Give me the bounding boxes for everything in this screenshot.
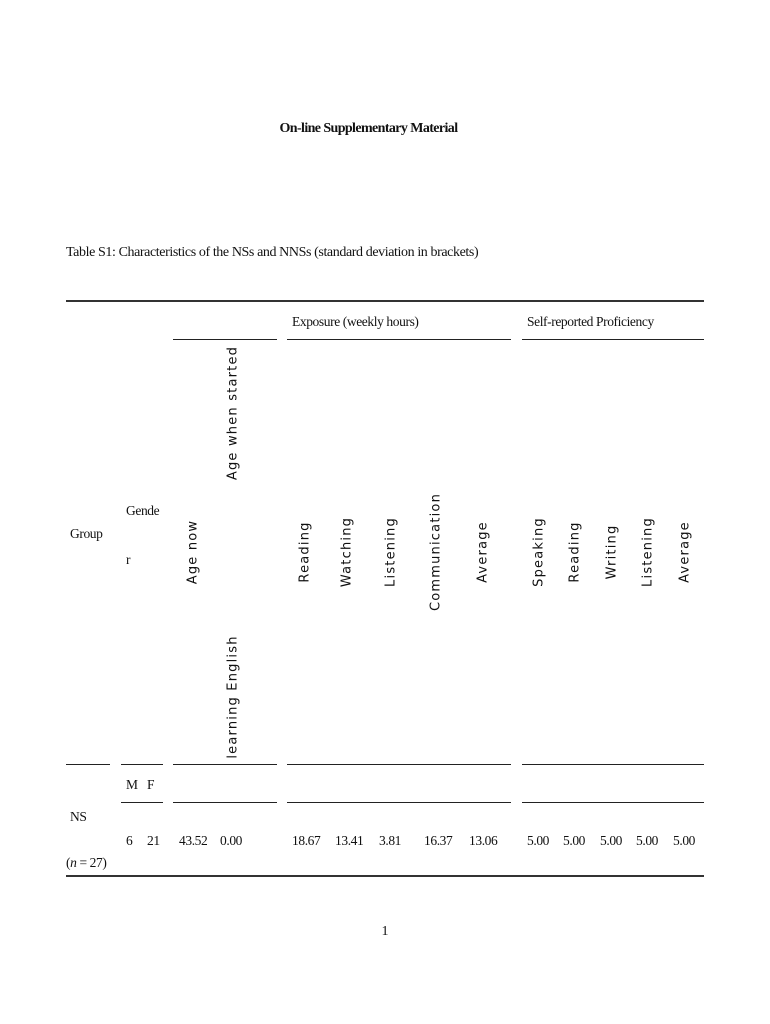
row-sample-size: (n = 27) (66, 855, 107, 870)
row-sample-size-n: n (70, 855, 77, 870)
row-proficiency-listening: 5.00 (636, 833, 659, 848)
row-female-count: 21 (147, 833, 160, 848)
exposure-communication-header: Communication (428, 492, 444, 612)
header-rule-group (66, 764, 110, 765)
row-exposure-listening: 3.81 (379, 833, 402, 848)
row-proficiency-speaking: 5.00 (527, 833, 550, 848)
subheader-rule-exposure (287, 802, 511, 803)
exposure-average-header: Average (475, 521, 491, 583)
subheader-rule-age (173, 802, 277, 803)
age-now-header: Age now (185, 519, 201, 585)
table-caption: Table S1: Characteristics of the NSs and NNSs (standard deviation in brackets) (66, 245, 479, 260)
page-title: On-line Supplementary Material (279, 121, 458, 136)
exposure-span-rule (287, 339, 511, 340)
subheader-rule-proficiency (522, 802, 704, 803)
exposure-group-header: Exposure (weekly hours) (292, 314, 419, 329)
subheader-rule-gender (121, 802, 163, 803)
gender-female-subheader: F (147, 777, 155, 792)
proficiency-group-header: Self-reported Proficiency (527, 314, 654, 329)
table-bottom-rule (66, 875, 704, 877)
row-exposure-communication: 16.37 (424, 833, 453, 848)
gender-male-subheader: M (126, 777, 138, 792)
row-sample-size-rest: = 27) (76, 855, 107, 870)
row-proficiency-reading: 5.00 (563, 833, 586, 848)
proficiency-speaking-header: Speaking (531, 517, 547, 587)
row-male-count: 6 (126, 833, 133, 848)
age-started-header-top: Age when started (225, 345, 241, 481)
exposure-reading-header: Reading (297, 521, 313, 583)
gender-column-header-part2: r (126, 552, 131, 567)
age-span-rule (173, 339, 277, 340)
row-proficiency-writing: 5.00 (600, 833, 623, 848)
exposure-listening-header: Listening (383, 517, 399, 587)
row-exposure-average: 13.06 (469, 833, 498, 848)
header-rule-age (173, 764, 277, 765)
proficiency-writing-header: Writing (604, 524, 620, 580)
gender-column-header-part1: Gende (126, 503, 160, 518)
age-started-header-bottom: learning English (225, 635, 241, 759)
page-number: 1 (381, 924, 389, 939)
proficiency-span-rule (522, 339, 704, 340)
row-age-started: 0.00 (220, 833, 243, 848)
row-proficiency-average: 5.00 (673, 833, 696, 848)
row-exposure-watching: 13.41 (335, 833, 364, 848)
table-top-rule (66, 300, 704, 302)
proficiency-reading-header: Reading (567, 521, 583, 583)
header-rule-gender (121, 764, 163, 765)
row-group-label: NS (70, 809, 87, 824)
exposure-watching-header: Watching (339, 516, 355, 588)
header-rule-proficiency (522, 764, 704, 765)
row-exposure-reading: 18.67 (292, 833, 321, 848)
header-rule-exposure (287, 764, 511, 765)
proficiency-listening-header: Listening (640, 517, 656, 587)
group-column-header: Group (70, 526, 103, 541)
row-age-now: 43.52 (179, 833, 208, 848)
proficiency-average-header: Average (677, 521, 693, 583)
